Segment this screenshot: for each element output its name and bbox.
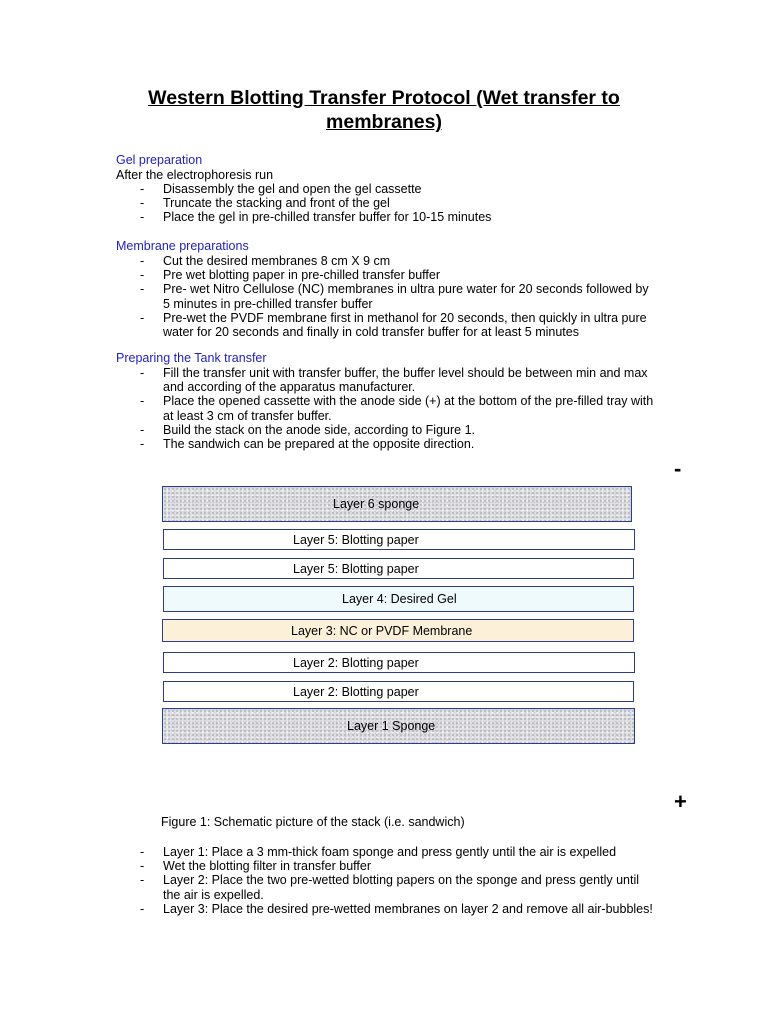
list-item: - Pre- wet Nitro Cellulose (NC) membranes in ultra pure water for 20 seconds followed by 5 minutes in pre-chilled transfer buffer bbox=[138, 282, 658, 310]
list-item: - Pre-wet the PVDF membrane first in methanol for 20 seconds, then quickly in ultra pure water for 20 seconds and finally in cold transfer buffer for at least 5 minutes bbox=[138, 311, 658, 339]
anode-plus-sign: + bbox=[674, 789, 687, 814]
membrane-prep-list bbox=[138, 254, 658, 339]
tank-prep-heading: Preparing the Tank transfer bbox=[116, 351, 267, 365]
layer-2-blotting-paper: Layer 2: Blotting paper bbox=[163, 652, 635, 673]
page-title: Western Blotting Transfer Protocol (Wet transfer to membranes) bbox=[148, 87, 620, 133]
layer-2-blotting-paper: Layer 2: Blotting paper bbox=[163, 681, 634, 702]
gel-prep-intro: After the electrophoresis run bbox=[116, 168, 274, 182]
gel-prep-heading: Gel preparation bbox=[116, 153, 203, 167]
list-item: - Pre wet blotting paper in pre-chilled transfer buffer bbox=[138, 268, 658, 282]
list-item: - Truncate the stacking and front of the gel bbox=[138, 196, 658, 210]
list-item: - Place the gel in pre-chilled transfer buffer for 10-15 minutes bbox=[138, 210, 658, 224]
list-item: - Cut the desired membranes 8 cm X 9 cm bbox=[138, 254, 658, 268]
list-item: - Disassembly the gel and open the gel cassette bbox=[138, 182, 658, 196]
list-item: - Wet the blotting filter in transfer buffer bbox=[138, 859, 658, 873]
list-item: - Place the opened cassette with the anode side (+) at the bottom of the pre-filled tray with at least 3 cm of transfer buffer. bbox=[138, 394, 658, 422]
layer-1-sponge: Layer 1 Sponge bbox=[162, 708, 635, 744]
layer-5-blotting-paper: Layer 5: Blotting paper bbox=[163, 558, 634, 579]
figure-caption: Figure 1: Schematic picture of the stack (i.e. sandwich) bbox=[161, 815, 465, 829]
list-item: - The sandwich can be prepared at the opposite direction. bbox=[138, 437, 658, 451]
gel-prep-list bbox=[138, 182, 658, 225]
tank-prep-list bbox=[138, 366, 658, 451]
list-item: - Fill the transfer unit with transfer buffer, the buffer level should be between min and max and according of the apparatus manufacturer. bbox=[138, 366, 658, 394]
list-item: - Build the stack on the anode side, according to Figure 1. bbox=[138, 423, 658, 437]
list-item: - Layer 2: Place the two pre-wetted blotting papers on the sponge and press gently until the air is expelled. bbox=[138, 873, 658, 901]
layer-4-gel: Layer 4: Desired Gel bbox=[163, 586, 634, 612]
membrane-prep-heading: Membrane preparations bbox=[116, 239, 249, 253]
layer-3-membrane: Layer 3: NC or PVDF Membrane bbox=[162, 619, 634, 642]
list-item: - Layer 3: Place the desired pre-wetted membranes on layer 2 and remove all air-bubbles! bbox=[138, 902, 658, 916]
layer-5-blotting-paper: Layer 5: Blotting paper bbox=[163, 529, 635, 550]
cathode-minus-sign: - bbox=[674, 456, 682, 481]
layer-6-sponge: Layer 6 sponge bbox=[162, 486, 632, 522]
steps-list bbox=[138, 845, 658, 916]
list-item: - Layer 1: Place a 3 mm-thick foam sponge and press gently until the air is expelled bbox=[138, 845, 658, 859]
